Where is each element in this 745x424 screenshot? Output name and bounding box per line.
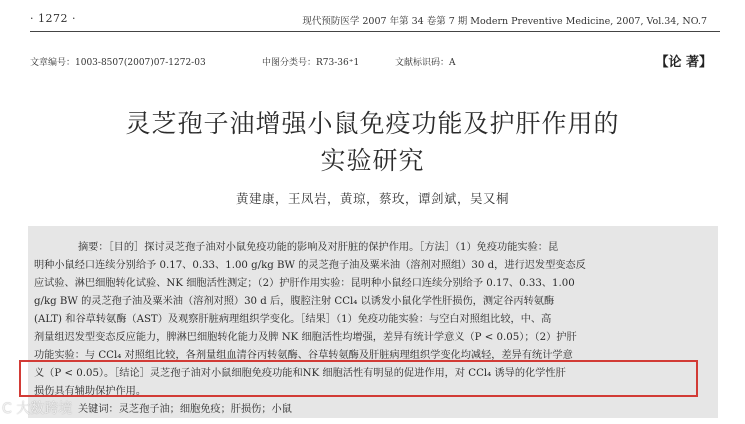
abstract-line: (ALT) 和谷草转氨酶（AST）及观察肝脏病理组织学变化。［结果］（1）免疫功能实验：与空白对照组比较，中、高 xyxy=(34,314,552,325)
article-number: 文章编号：1003-8507(2007)07-1272-03 xyxy=(30,58,206,68)
abstract-line: 明种小鼠经口连续分别给予 0.17、0.33、1.00 g/kg BW 的灵芝孢子油及粟米油（溶剂对照组）30 d，进行迟发型变态反 xyxy=(34,260,586,271)
abstract-line: 功能实验：与 CCl₄ 对照组比较，各剂量组血清谷丙转氨酶、谷草转氨酶及肝脏病理组织学变化均减轻，差异有统计学意 xyxy=(34,350,573,361)
watermark-logo: C 大数跨境 xyxy=(2,401,73,417)
abstract-line: 损伤具有辅助保护作用。 xyxy=(34,386,147,397)
article-title-line-1: 灵芝孢子油增强小鼠免疫功能及护肝作用的 xyxy=(125,109,620,138)
abstract-line: 义（P < 0.05）。［结论］灵芝孢子油对小鼠细胞免疫功能和NK 细胞活性有明显的促进作用，对 CCl₄ 诱导的化学性肝 xyxy=(34,368,566,379)
abstract-line: 剂量组迟发型变态反应能力，脾淋巴细胞转化能力及脾 NK 细胞活性均增强，差异有统计学意义（P < 0.05）；（2）护肝 xyxy=(34,332,577,343)
document-code: 文献标识码：A xyxy=(395,58,456,68)
section-tag: 【论 著】 xyxy=(655,55,712,70)
classification-number: 中图分类号：R73-36⁺1 xyxy=(262,58,360,68)
keywords-line: 关键词：灵芝孢子油；细胞免疫；肝损伤；小鼠 xyxy=(78,404,292,415)
abstract-line: 摘要：［目的］探讨灵芝孢子油对小鼠免疫功能的影响及对肝脏的保护作用。［方法］（1）免疫功能实验：昆 xyxy=(78,242,559,253)
journal-header xyxy=(0,0,745,26)
conclusion-highlight-box xyxy=(19,360,698,397)
abstract-line: 应试验、淋巴细胞转化试验、NK 细胞活性测定；（2）护肝作用实验：昆明种小鼠经口连续分别给予 0.17、0.33、1.00 xyxy=(34,278,575,289)
journal-citation: 现代预防医学 2007 年第 34 卷第 7 期 Modern Preventive Medicine, 2007, Vol.34, NO.7 xyxy=(302,16,707,27)
author-list: 黄建康，王凤岩，黄琼，蔡玫，谭剑斌，吴又桐 xyxy=(235,191,509,206)
page-number: · 1272 · xyxy=(30,12,76,25)
header-rule xyxy=(30,31,720,32)
abstract-line: g/kg BW 的灵芝孢子油及粟米油（溶剂对照）30 d 后，腹腔注射 CCl₄ 以诱发小鼠化学性肝损伤，测定谷丙转氨酶 xyxy=(34,296,555,307)
article-title-line-2: 实验研究 xyxy=(320,146,425,175)
